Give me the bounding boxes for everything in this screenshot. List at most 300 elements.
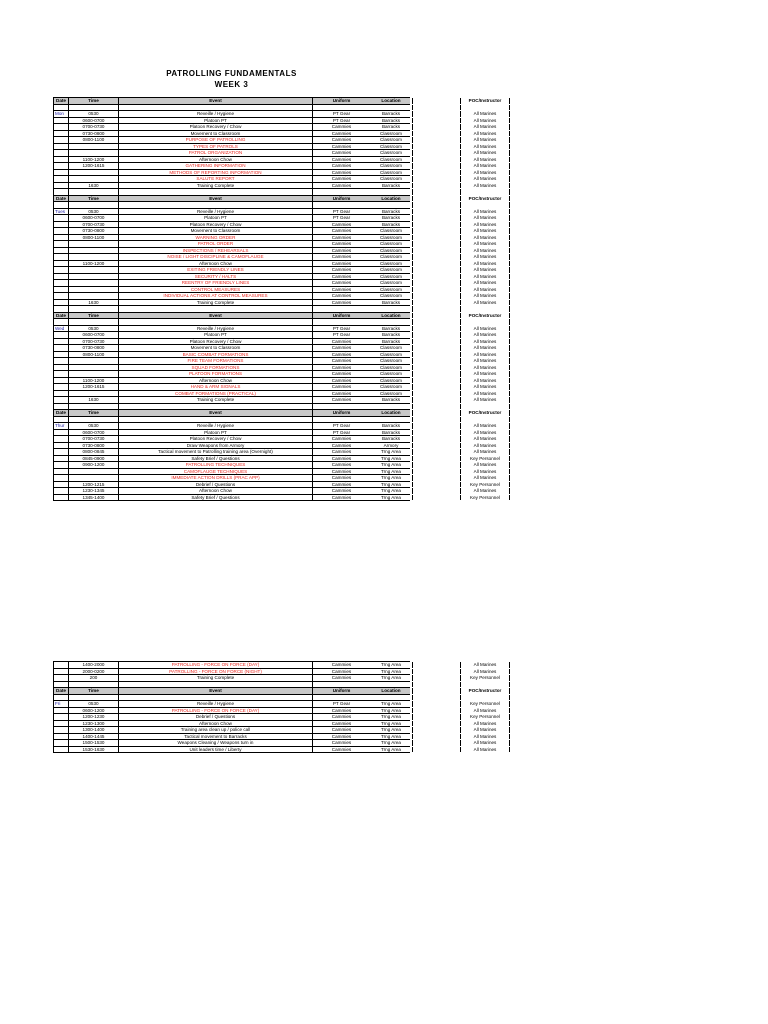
blank-cell bbox=[413, 137, 461, 143]
date-cell bbox=[53, 124, 69, 130]
time-cell: 0530 bbox=[69, 326, 119, 332]
blank-cell bbox=[413, 417, 461, 423]
event-cell: Reveille / Hygiene bbox=[119, 111, 313, 117]
date-cell bbox=[53, 469, 69, 475]
blank-cell bbox=[413, 495, 461, 501]
date-cell bbox=[53, 261, 69, 267]
time-cell: 0530 bbox=[69, 209, 119, 215]
location-cell: Classroom bbox=[370, 293, 413, 299]
poc-cell: All Marines bbox=[461, 332, 510, 338]
column-header-uniform: Uniform bbox=[332, 688, 351, 693]
blank-cell bbox=[413, 456, 461, 462]
blank-cell bbox=[413, 449, 461, 455]
location-cell: Classroom bbox=[370, 235, 413, 241]
blank-cell bbox=[413, 365, 461, 371]
date-cell bbox=[53, 365, 69, 371]
blank-cell bbox=[413, 118, 461, 124]
column-header-event: Event bbox=[119, 313, 313, 319]
poc-cell: All Marines bbox=[461, 339, 510, 345]
location-cell: Classroom bbox=[370, 365, 413, 371]
time-cell: 1500-1530 bbox=[69, 740, 119, 746]
location-cell: Classroom bbox=[370, 371, 413, 377]
uniform-cell: Cammies bbox=[331, 234, 352, 240]
uniform-cell: Cammies bbox=[331, 488, 352, 493]
blank-cell bbox=[413, 727, 461, 733]
column-header-date: Date bbox=[53, 410, 69, 416]
location-cell bbox=[370, 202, 413, 208]
date-cell bbox=[53, 430, 69, 436]
time-cell: 200 bbox=[69, 675, 119, 681]
event-cell: PURPOSE OF PATROLLING bbox=[119, 137, 313, 143]
blank-cell bbox=[413, 157, 461, 163]
time-cell bbox=[69, 391, 119, 397]
uniform-cell bbox=[313, 682, 370, 688]
time-cell bbox=[69, 695, 119, 701]
date-cell bbox=[53, 176, 69, 182]
time-cell: 1400-1445 bbox=[69, 734, 119, 740]
poc-cell: All Marines bbox=[461, 475, 510, 481]
date-cell bbox=[53, 300, 69, 306]
date-cell bbox=[53, 137, 69, 143]
poc-cell: All Marines bbox=[461, 721, 510, 727]
time-cell bbox=[69, 176, 119, 182]
time-cell bbox=[69, 241, 119, 247]
blank-cell bbox=[413, 163, 461, 169]
location-cell: Barracks bbox=[370, 332, 413, 338]
column-header-event: Event bbox=[119, 688, 313, 694]
uniform-cell: Cammies bbox=[331, 727, 352, 732]
poc-cell: All Marines bbox=[461, 209, 510, 215]
date-cell bbox=[53, 157, 69, 163]
event-cell: CAMOFLAUGE TECHNIQUES bbox=[119, 469, 313, 475]
poc-cell: All Marines bbox=[461, 124, 510, 130]
column-header-location: Location bbox=[370, 313, 413, 319]
date-cell bbox=[53, 215, 69, 221]
poc-cell: All Marines bbox=[461, 248, 510, 254]
blank-cell bbox=[413, 287, 461, 293]
event-cell: PATROLLING TECHNIQUES bbox=[119, 462, 313, 468]
date-cell: Thur bbox=[53, 423, 69, 429]
uniform-cell: PT Gear bbox=[332, 208, 351, 214]
date-cell bbox=[53, 189, 69, 195]
date-cell: Wed bbox=[53, 326, 69, 332]
date-cell bbox=[53, 384, 69, 390]
blank-cell bbox=[413, 319, 461, 325]
uniform-cell: Cammies bbox=[331, 397, 352, 402]
uniform-cell: Cammies bbox=[331, 390, 352, 396]
location-cell: Classroom bbox=[370, 352, 413, 358]
poc-cell: All Marines bbox=[461, 727, 510, 733]
uniform-cell: Cammies bbox=[331, 280, 352, 285]
date-cell bbox=[53, 443, 69, 449]
location-cell: Classroom bbox=[370, 131, 413, 137]
date-cell bbox=[53, 449, 69, 455]
time-cell: 0700-0730 bbox=[69, 436, 119, 442]
poc-cell: Key Personnel bbox=[461, 482, 510, 488]
event-cell: Reveille / Hygiene bbox=[119, 701, 313, 707]
event-cell: Safety Brief / Questions bbox=[119, 456, 313, 462]
date-cell bbox=[53, 488, 69, 494]
uniform-cell: Cammies bbox=[331, 143, 352, 149]
date-cell bbox=[53, 105, 69, 111]
event-cell: Movement to Classroom bbox=[119, 228, 313, 234]
event-cell: Draw Weapons from Armory bbox=[119, 443, 313, 449]
column-header-event: Event bbox=[119, 98, 313, 104]
blank-cell bbox=[413, 669, 461, 675]
uniform-cell: PT Gear bbox=[332, 332, 351, 337]
blank-cell bbox=[413, 189, 461, 195]
poc-cell: All Marines bbox=[461, 261, 510, 267]
location-cell: Barracks bbox=[370, 222, 413, 228]
time-cell: 1630 bbox=[69, 300, 119, 306]
poc-cell: All Marines bbox=[461, 488, 510, 494]
uniform-cell: Cammies bbox=[331, 714, 352, 719]
time-cell: 1630 bbox=[69, 183, 119, 189]
event-cell: Afternoon Chow bbox=[119, 261, 313, 267]
poc-cell: All Marines bbox=[461, 183, 510, 189]
poc-cell: All Marines bbox=[461, 436, 510, 442]
time-cell: 1530-1630 bbox=[69, 747, 119, 753]
event-cell bbox=[119, 417, 313, 423]
event-cell: PATROL ORDER bbox=[119, 241, 313, 247]
poc-cell: Key Personnel bbox=[461, 675, 510, 681]
location-cell: Classroom bbox=[370, 144, 413, 150]
location-cell bbox=[370, 306, 413, 312]
location-cell: Armory bbox=[370, 443, 413, 449]
event-cell bbox=[119, 319, 313, 325]
location-cell: Classroom bbox=[370, 176, 413, 182]
date-cell bbox=[53, 747, 69, 753]
date-cell bbox=[53, 332, 69, 338]
uniform-cell: Cammies bbox=[331, 345, 352, 350]
time-cell: 0600-0700 bbox=[69, 430, 119, 436]
blank-cell bbox=[413, 443, 461, 449]
location-cell: Classroom bbox=[370, 254, 413, 260]
location-cell bbox=[370, 319, 413, 325]
uniform-cell bbox=[313, 404, 370, 410]
uniform-cell: Cammies bbox=[331, 494, 352, 500]
poc-cell: All Marines bbox=[461, 449, 510, 455]
poc-cell: All Marines bbox=[461, 293, 510, 299]
uniform-cell bbox=[313, 319, 370, 325]
date-cell bbox=[53, 495, 69, 501]
poc-cell bbox=[461, 105, 510, 111]
location-cell: Trng Area bbox=[370, 482, 413, 488]
date-cell bbox=[53, 740, 69, 746]
date-cell bbox=[53, 280, 69, 286]
event-cell: WARNING ORDER bbox=[119, 235, 313, 241]
poc-cell bbox=[461, 319, 510, 325]
poc-cell: All Marines bbox=[461, 365, 510, 371]
time-cell: 2000-0200 bbox=[69, 669, 119, 675]
blank-cell bbox=[413, 378, 461, 384]
time-cell bbox=[69, 144, 119, 150]
event-cell: PLATOON FORMATIONS bbox=[119, 371, 313, 377]
uniform-cell: PT Gear bbox=[332, 215, 351, 220]
column-header-uniform: Uniform bbox=[332, 410, 351, 415]
uniform-cell: Cammies bbox=[331, 707, 352, 713]
column-header-blank bbox=[413, 196, 461, 202]
time-cell: 0730-0800 bbox=[69, 131, 119, 137]
poc-cell: All Marines bbox=[461, 176, 510, 182]
event-cell: Platoon Recovery / Chow bbox=[119, 222, 313, 228]
uniform-cell bbox=[313, 202, 370, 208]
uniform-cell: Cammies bbox=[331, 254, 352, 259]
event-cell: Movement to Classroom bbox=[119, 131, 313, 137]
poc-cell: All Marines bbox=[461, 371, 510, 377]
event-cell: HAND & ARM SIGNALS bbox=[119, 384, 313, 390]
date-cell bbox=[53, 144, 69, 150]
poc-cell bbox=[461, 682, 510, 688]
event-cell: BASIC COMBAT FORMATIONS bbox=[119, 352, 313, 358]
time-cell bbox=[69, 254, 119, 260]
date-cell bbox=[53, 708, 69, 714]
blank-cell bbox=[413, 721, 461, 727]
poc-cell: Key Personnel bbox=[461, 701, 510, 707]
event-cell: FIRE TEAM FORMATIONS bbox=[119, 358, 313, 364]
location-cell: Classroom bbox=[370, 384, 413, 390]
event-cell: TYPES OF PATROLS bbox=[119, 144, 313, 150]
date-cell: Mon bbox=[53, 111, 69, 117]
poc-cell: All Marines bbox=[461, 352, 510, 358]
event-cell: Afternoon Chow bbox=[119, 488, 313, 494]
column-header-location: Location bbox=[370, 98, 413, 104]
time-cell bbox=[69, 150, 119, 156]
poc-cell: All Marines bbox=[461, 215, 510, 221]
blank-cell bbox=[413, 404, 461, 410]
time-cell bbox=[69, 105, 119, 111]
blank-cell bbox=[413, 235, 461, 241]
location-cell: Classroom bbox=[370, 378, 413, 384]
location-cell: Trng Area bbox=[370, 469, 413, 475]
blank-cell bbox=[413, 708, 461, 714]
poc-cell: All Marines bbox=[461, 287, 510, 293]
poc-cell: All Marines bbox=[461, 443, 510, 449]
blank-cell bbox=[413, 228, 461, 234]
location-cell: Classroom bbox=[370, 248, 413, 254]
date-cell bbox=[53, 306, 69, 312]
blank-cell bbox=[413, 345, 461, 351]
poc-cell bbox=[461, 417, 510, 423]
date-cell bbox=[53, 682, 69, 688]
column-header-poc: POC/Instructor bbox=[461, 313, 510, 319]
uniform-cell: Cammies bbox=[331, 475, 352, 480]
location-cell: Trng Area bbox=[370, 747, 413, 753]
poc-cell: All Marines bbox=[461, 280, 510, 286]
time-cell: 1230-1345 bbox=[69, 488, 119, 494]
location-cell: Barracks bbox=[370, 339, 413, 345]
poc-cell: All Marines bbox=[461, 345, 510, 351]
blank-cell bbox=[413, 371, 461, 377]
location-cell: Classroom bbox=[370, 287, 413, 293]
blank-cell bbox=[413, 209, 461, 215]
time-cell: 1230-1300 bbox=[69, 721, 119, 727]
blank-cell bbox=[413, 241, 461, 247]
time-cell bbox=[69, 267, 119, 273]
poc-cell: Key Personnel bbox=[461, 456, 510, 462]
blank-cell bbox=[413, 202, 461, 208]
location-cell: Trng Area bbox=[370, 675, 413, 681]
time-cell bbox=[69, 189, 119, 195]
column-header-time: Time bbox=[69, 196, 119, 202]
uniform-cell bbox=[313, 417, 370, 423]
time-cell bbox=[69, 287, 119, 293]
time-cell: 0600-0700 bbox=[69, 332, 119, 338]
time-cell bbox=[69, 293, 119, 299]
blank-cell bbox=[413, 293, 461, 299]
event-cell: INDIVIDUAL ACTIONS AT CONTROL MEASURES bbox=[119, 293, 313, 299]
date-cell bbox=[53, 293, 69, 299]
location-cell: Barracks bbox=[370, 430, 413, 436]
uniform-cell: PT Gear bbox=[332, 701, 351, 706]
date-cell bbox=[53, 183, 69, 189]
time-cell bbox=[69, 417, 119, 423]
date-cell bbox=[53, 267, 69, 273]
poc-cell: All Marines bbox=[461, 235, 510, 241]
date-cell bbox=[53, 695, 69, 701]
poc-cell: All Marines bbox=[461, 740, 510, 746]
time-cell: 0800-1100 bbox=[69, 235, 119, 241]
location-cell: Barracks bbox=[370, 397, 413, 403]
time-cell: 1100-1200 bbox=[69, 261, 119, 267]
event-cell: CONTROL MEASURES bbox=[119, 287, 313, 293]
blank-cell bbox=[413, 274, 461, 280]
column-header-poc: POC/Instructor bbox=[461, 196, 510, 202]
uniform-cell: PT Gear bbox=[332, 423, 351, 428]
uniform-cell: Cammies bbox=[331, 746, 352, 752]
blank-cell bbox=[413, 131, 461, 137]
location-cell bbox=[370, 189, 413, 195]
time-cell: 1300-1400 bbox=[69, 727, 119, 733]
location-cell: Trng Area bbox=[370, 488, 413, 494]
poc-cell: All Marines bbox=[461, 300, 510, 306]
poc-cell: All Marines bbox=[461, 254, 510, 260]
date-cell bbox=[53, 339, 69, 345]
poc-cell: Key Personnel bbox=[461, 714, 510, 720]
blank-cell bbox=[413, 267, 461, 273]
location-cell: Classroom bbox=[370, 241, 413, 247]
location-cell: Classroom bbox=[370, 163, 413, 169]
column-header-date: Date bbox=[53, 196, 69, 202]
location-cell: Classroom bbox=[370, 274, 413, 280]
location-cell bbox=[370, 417, 413, 423]
location-cell: Classroom bbox=[370, 345, 413, 351]
event-cell: METHODS OF REPORTING INFORMATION bbox=[119, 170, 313, 176]
poc-cell: All Marines bbox=[461, 669, 510, 675]
time-cell: 0800-1100 bbox=[69, 352, 119, 358]
date-cell bbox=[53, 228, 69, 234]
location-cell: Classroom bbox=[370, 157, 413, 163]
event-cell: Movement to Classroom bbox=[119, 345, 313, 351]
time-cell: 1100-1200 bbox=[69, 157, 119, 163]
event-cell bbox=[119, 682, 313, 688]
column-header-blank bbox=[413, 688, 461, 694]
poc-cell: All Marines bbox=[461, 170, 510, 176]
location-cell bbox=[370, 105, 413, 111]
uniform-cell: Cammies bbox=[331, 481, 352, 487]
uniform-cell: Cammies bbox=[331, 338, 352, 344]
poc-cell: All Marines bbox=[461, 423, 510, 429]
location-cell: Trng Area bbox=[370, 714, 413, 720]
blank-cell bbox=[413, 144, 461, 150]
uniform-cell: Cammies bbox=[331, 371, 352, 376]
column-header-time: Time bbox=[69, 688, 119, 694]
blank-cell bbox=[413, 124, 461, 130]
location-cell: Barracks bbox=[370, 118, 413, 124]
location-cell: Classroom bbox=[370, 170, 413, 176]
location-cell: Barracks bbox=[370, 111, 413, 117]
time-cell bbox=[69, 248, 119, 254]
event-cell: EXITING FRIENDLY LINES bbox=[119, 267, 313, 273]
time-cell bbox=[69, 202, 119, 208]
uniform-cell: PT Gear bbox=[332, 111, 351, 116]
uniform-cell: PT Gear bbox=[332, 429, 351, 435]
blank-cell bbox=[413, 462, 461, 468]
blank-cell bbox=[413, 183, 461, 189]
event-cell: Platoon Recovery / Chow bbox=[119, 124, 313, 130]
blank-cell bbox=[413, 339, 461, 345]
blank-cell bbox=[413, 475, 461, 481]
event-cell: Afternoon Chow bbox=[119, 378, 313, 384]
poc-cell: All Marines bbox=[461, 747, 510, 753]
column-header-time: Time bbox=[69, 410, 119, 416]
time-cell: 1400-2000 bbox=[69, 662, 119, 668]
date-cell bbox=[53, 436, 69, 442]
location-cell: Trng Area bbox=[370, 701, 413, 707]
event-cell: PATROLLING - FORCE ON FORCE (NIGHT) bbox=[119, 669, 313, 675]
time-cell: 1100-1200 bbox=[69, 378, 119, 384]
time-cell: 0530 bbox=[69, 423, 119, 429]
date-cell bbox=[53, 727, 69, 733]
uniform-cell: Cammies bbox=[331, 247, 352, 253]
event-cell: Training area clean up / police call bbox=[119, 727, 313, 733]
poc-cell: All Marines bbox=[461, 137, 510, 143]
time-cell: 0530 bbox=[69, 111, 119, 117]
date-cell: Tues bbox=[53, 209, 69, 215]
date-cell bbox=[53, 734, 69, 740]
time-cell: 0730-0800 bbox=[69, 228, 119, 234]
blank-cell bbox=[413, 695, 461, 701]
poc-cell: All Marines bbox=[461, 358, 510, 364]
blank-cell bbox=[413, 430, 461, 436]
blank-cell bbox=[413, 469, 461, 475]
blank-cell bbox=[413, 384, 461, 390]
blank-cell bbox=[413, 111, 461, 117]
time-cell: 1200-1215 bbox=[69, 482, 119, 488]
event-cell: Platoon PT bbox=[119, 332, 313, 338]
date-cell bbox=[53, 669, 69, 675]
location-cell: Trng Area bbox=[370, 727, 413, 733]
table-row bbox=[53, 746, 497, 754]
event-cell bbox=[119, 189, 313, 195]
uniform-cell: Cammies bbox=[331, 662, 352, 667]
date-cell bbox=[53, 378, 69, 384]
uniform-cell bbox=[313, 189, 370, 195]
column-header-date: Date bbox=[53, 313, 69, 319]
event-cell: Weapons Cleaning / Weapons turn in bbox=[119, 740, 313, 746]
location-cell: Trng Area bbox=[370, 734, 413, 740]
date-cell bbox=[53, 150, 69, 156]
column-header-blank bbox=[413, 313, 461, 319]
time-cell: 0600-0700 bbox=[69, 118, 119, 124]
uniform-cell: Cammies bbox=[331, 468, 352, 474]
event-cell bbox=[119, 202, 313, 208]
blank-cell bbox=[413, 352, 461, 358]
uniform-cell: PT Gear bbox=[332, 117, 351, 123]
schedule-table-page-1 bbox=[53, 97, 502, 501]
event-cell: Platoon PT bbox=[119, 430, 313, 436]
date-cell bbox=[53, 404, 69, 410]
